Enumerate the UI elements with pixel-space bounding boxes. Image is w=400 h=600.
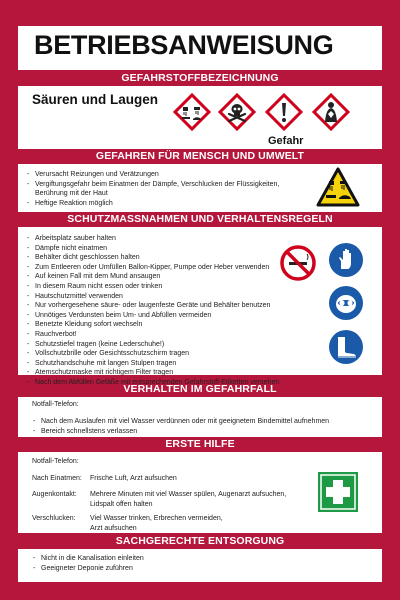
first-aid-text-swallowing: Viel Wasser trinken, Erbrechen vermeiden, xyxy=(90,515,223,522)
section-heading-disposal: SACHGERECHTE ENTSORGUNG xyxy=(115,535,285,547)
protection-panel xyxy=(18,227,382,386)
list-item: - Arbeitsplatz sauber halten xyxy=(26,234,279,244)
list-item: - Vollschutzbrille oder Gesichtsschutzschirm tragen xyxy=(26,349,279,359)
disposal-panel xyxy=(18,549,382,582)
substance-panel xyxy=(18,86,382,149)
list-item: - Rauchverbot! xyxy=(26,330,279,340)
first-aid-phone-label: Notfall-Telefon: xyxy=(32,458,79,465)
list-item xyxy=(26,189,279,199)
first-aid-label-swallowing: Verschlucken: xyxy=(32,515,76,522)
safety-boots-mandatory-icon xyxy=(328,329,364,365)
emergency-panel xyxy=(18,397,382,437)
list-item: - Benetzte Kleidung sofort wechseln xyxy=(26,320,279,330)
first-aid-text-swallowing-2: Arzt aufsuchen xyxy=(90,524,137,532)
protection-list xyxy=(26,234,279,388)
section-heading-emergency: VERHALTEN IM GEFAHRFALL xyxy=(123,383,277,395)
list-item: - Behälter dicht geschlossen halten xyxy=(26,253,279,263)
list-item: - Zum Entleeren oder Umfüllen Ballon-Kipper, Pumpe oder Heber verwenden xyxy=(26,263,279,273)
section-heading-substance: GEFAHRSTOFFBEZEICHNUNG xyxy=(121,72,279,84)
list-item: - Nach dem Auslaufen mit viel Wasser verdünnen oder mit geeignetem Bindemittel aufnehmen xyxy=(32,417,329,427)
list-item: - Nur vorhergesehene säure- oder laugenfeste Geräte und Behälter benutzen xyxy=(26,301,279,311)
first-aid-label-eye-contact: Augenkontakt: xyxy=(32,491,77,498)
section-heading-dangers: GEFAHREN FÜR MENSCH UND UMWELT xyxy=(95,150,305,162)
substance-name: Säuren und Laugen xyxy=(32,92,159,107)
exclamation-pictogram-icon xyxy=(264,92,304,132)
list-item: - Atemschutzmaske mit richtigem Filter tragen xyxy=(26,368,279,378)
disposal-list xyxy=(32,554,144,573)
goggles-mandatory-icon xyxy=(328,285,364,321)
list-item: - In diesem Raum nicht essen oder trinken xyxy=(26,282,279,292)
section-heading-protection: SCHUTZMASSNAHMEN UND VERHALTENSREGELN xyxy=(67,213,333,225)
page-title: BETRIEBSANWEISUNG xyxy=(34,30,334,60)
gloves-mandatory-icon xyxy=(328,242,364,278)
first-aid-text-inhalation: Frische Luft, Arzt aufsuchen xyxy=(90,475,177,482)
first-aid-text-eye-contact-2: Lidspalt offen halten xyxy=(90,500,153,508)
list-item: - Geeigneter Deponie zuführen xyxy=(32,564,144,574)
list-item: - Auf keinen Fall mit dem Mund ansaugen xyxy=(26,272,279,282)
dangers-panel xyxy=(18,164,382,212)
list-item: - Bereich schnellstens verlassen xyxy=(32,427,329,437)
emergency-phone-label: Notfall-Telefon: xyxy=(32,401,79,408)
first-aid-text-eye-contact: Mehrere Minuten mit viel Wasser spülen, Augenarzt aufsuchen, xyxy=(90,491,287,498)
list-item: - Nicht in die Kanalisation einleiten xyxy=(32,554,144,564)
health-hazard-pictogram-icon xyxy=(311,92,351,132)
first-aid-label-inhalation: Nach Einatmen: xyxy=(32,475,82,482)
dangers-list xyxy=(26,170,279,208)
list-item: - Hautschutzmittel verwenden xyxy=(26,292,279,302)
section-heading-first-aid: ERSTE HILFE xyxy=(165,438,235,450)
list-item: - Schutzstiefel tragen (keine Lederschuhe!) xyxy=(26,340,279,350)
skull-pictogram-icon xyxy=(217,92,257,132)
list-item: - Heftige Reaktion möglich xyxy=(26,199,279,209)
list-item: - Dämpfe nicht einatmen xyxy=(26,244,279,254)
corrosion-warning-icon xyxy=(316,167,360,207)
signal-word: Gefahr xyxy=(268,135,304,147)
no-smoking-icon xyxy=(280,245,316,281)
emergency-list xyxy=(32,417,329,436)
list-item: - Verursacht Reizungen und Verätzungen xyxy=(26,170,279,180)
list-item-continuation: Berührung mit der Haut xyxy=(35,190,108,198)
list-item: - Nach dem Abfüllen Gefäße mit entsprechenden Gefahrstoff-Etiketten versehen xyxy=(26,378,279,388)
list-item: - Unnötiges Verdunsten beim Um- und Abfüllen vermeiden xyxy=(26,311,279,321)
title-panel xyxy=(18,26,382,70)
first-aid-cross-icon xyxy=(318,472,358,512)
first-aid-panel xyxy=(18,452,382,533)
list-item: - Schutzhandschuhe mit langen Stulpen tragen xyxy=(26,359,279,369)
corrosive-pictogram-icon xyxy=(172,92,212,132)
list-item: - Vergiftungsgefahr beim Einatmen der Dämpfe, Verschlucken der Flüssigkeiten, xyxy=(26,180,279,190)
